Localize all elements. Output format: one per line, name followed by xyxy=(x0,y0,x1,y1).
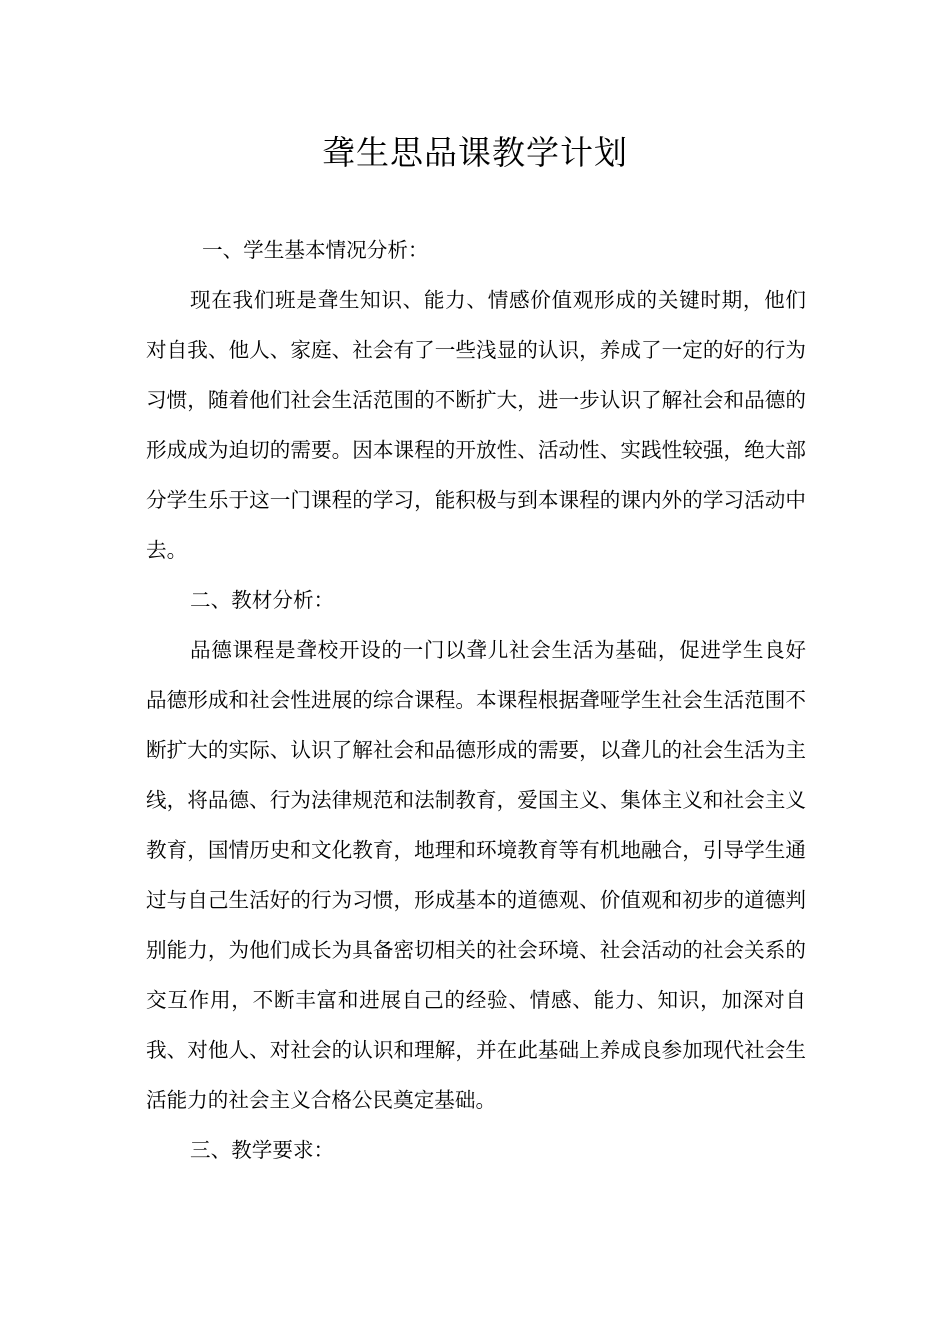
section-heading-2: 二、教材分析： xyxy=(190,588,335,612)
section-paragraph-2: 品德课程是聋校开设的一门以聋儿社会生活为基础，促进学生良好品德形成和社会性进展的综合课程。本课程根据聋哑学生社会生活范围不断扩大的实际、认识了解社会和品德形成的需要，以聋儿的社会生活为主线，将品德、行为法律规范和法制教育，爱国主义、集体主义和社会主义教育，国情历史和文化教育，地理和环境教育等有机地融合，引导学生通过与自己生活好的行为习惯，形成基本的道德观、价值观和初步的道德判别能力，为他们成长为具备密切相关的社会环境、社会活动的社会关系的交互作用，不断丰富和进展自己的经验、情感、能力、知识，加深对自我、对他人、对社会的认识和理解，并在此基础上养成良参加现代社会生活能力的社会主义合格公民奠定基础。 xyxy=(146,638,806,1112)
document-body xyxy=(146,225,806,1175)
section-heading-1: 一、学生基本情况分析： xyxy=(202,238,429,262)
section-heading-3: 三、教学要求： xyxy=(190,1138,335,1162)
document-title: 聋生思品课教学计划 xyxy=(322,133,628,172)
section-paragraph-1: 现在我们班是聋生知识、能力、情感价值观形成的关键时期，他们对自我、他人、家庭、社会有了一些浅显的认识，养成了一定的好的行为习惯，随着他们社会生活范围的不断扩大，进一步认识了解社会和品德的形成成为迫切的需要。因本课程的开放性、活动性、实践性较强，绝大部分学生乐于这一门课程的学习，能积极与到本课程的课内外的学习活动中去。 xyxy=(146,288,806,562)
